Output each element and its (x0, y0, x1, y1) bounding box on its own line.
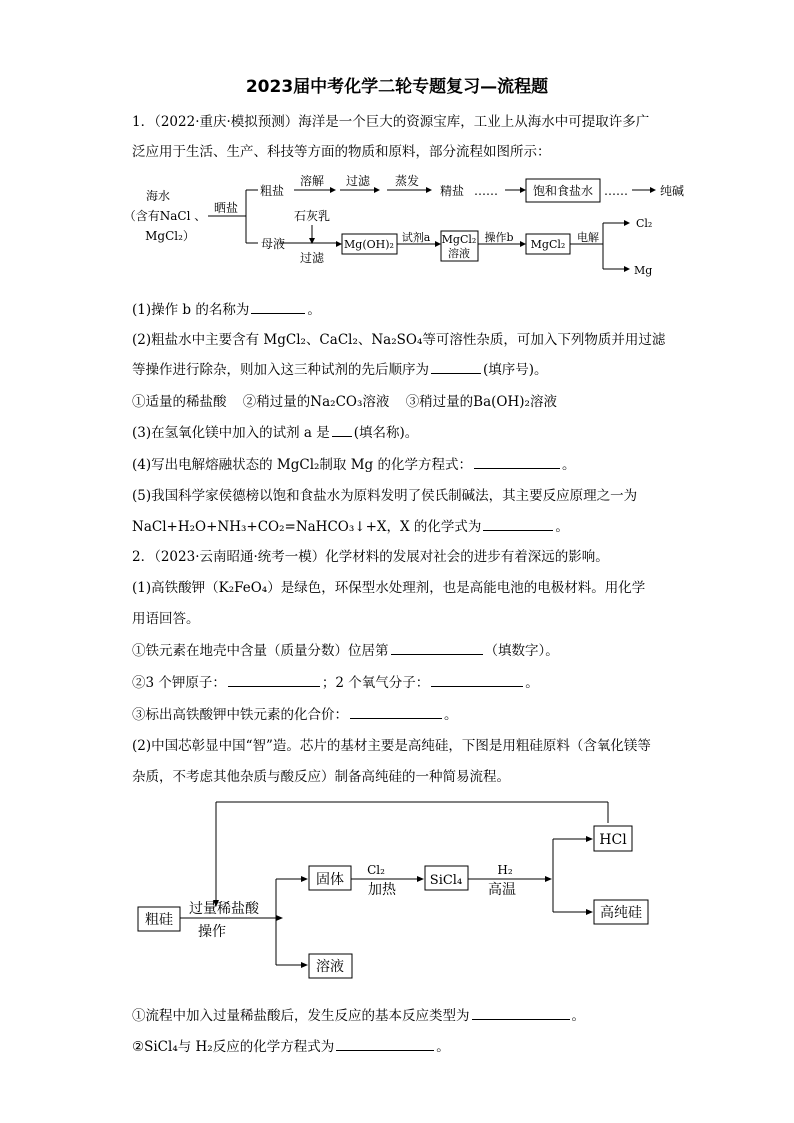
seawater-contain-1: （含有NaCl 、 (123, 209, 207, 223)
mg-label: Mg (634, 264, 653, 277)
answer-blank[interactable] (332, 424, 352, 437)
q2-sub3-text: ③标出高铁酸钾中铁元素的化合价： (132, 707, 348, 723)
cugui-box-label: 粗硅 (145, 912, 173, 928)
answer-blank[interactable] (251, 301, 305, 314)
q1-part1-period: 。 (307, 302, 321, 318)
dianjie-label: 电解 (577, 231, 599, 244)
guolv2-label: 过滤 (299, 251, 325, 265)
zhengfa-label: 蒸发 (394, 174, 420, 188)
gaochungui-box-label: 高纯硅 (600, 905, 642, 921)
q2-flow-diagram (0, 795, 794, 990)
option-3: ③稍过量的Ba(OH)₂溶液 (405, 394, 557, 410)
q1-part4-text: (4)写出电解熔融状态的 MgCl₂制取 Mg 的化学方程式： (132, 457, 472, 473)
q1-intro-line2: 泛应用于生活、生产、科技等方面的物质和原料，部分流程如图所示： (132, 144, 551, 160)
jiare-label: 加热 (368, 882, 396, 898)
answer-blank[interactable] (350, 706, 442, 719)
answer-blank[interactable] (228, 674, 320, 687)
cuyan-label: 粗盐 (260, 184, 285, 198)
hcl-box-label: HCl (599, 832, 627, 848)
answer-blank[interactable] (336, 1038, 434, 1051)
page-title: 2023届中考化学二轮专题复习—流程题 (245, 77, 549, 97)
guoliang-label: 过量稀盐酸 (189, 901, 259, 917)
seawater-contain-2: MgCl₂） (145, 229, 195, 243)
caozuo-label: 操作 (198, 924, 226, 940)
dots2-label: …… (604, 184, 628, 198)
q1-options (132, 390, 557, 410)
option-1: ①适量的稀盐酸 (132, 394, 227, 410)
q1-part3-suffix: (填名称)。 (353, 425, 419, 441)
jingyan-label: 精盐 (440, 184, 465, 198)
q2-part1-line1: (1)高铁酸钾（K₂FeO₄）是绿色，环保型水处理剂，也是高能电池的电极材料。用化学 (132, 580, 646, 596)
q1-part3-text: (3)在氢氧化镁中加入的试剂 a 是 (132, 425, 330, 441)
sicl4-box-label: SiCl₄ (429, 873, 463, 888)
shaiyan-label: 晒盐 (213, 201, 239, 215)
cl2-label: Cl₂ (367, 863, 385, 877)
mgcl2-sol-label-1: MgCl₂ (441, 233, 477, 246)
answer-blank[interactable] (474, 456, 560, 469)
q1-intro-line1: 1．（2022·重庆·模拟预测）海洋是一个巨大的资源宝库，工业上从海水中可提取许多广 (132, 114, 650, 130)
q1-part5-text: NaCl+H₂O+NH₃+CO₂=NaHCO₃↓+X，X 的化学式为 (132, 519, 482, 535)
answer-blank[interactable] (431, 361, 481, 374)
rongjie-label: 溶解 (299, 174, 325, 188)
muye-label: 母液 (261, 237, 286, 251)
q1-part2-line2 (132, 358, 548, 378)
q2-part1-line2: 用语回答。 (132, 611, 200, 627)
q2-sub2-text-a: ②3 个钾原子： (132, 675, 226, 691)
q2-t1-period: 。 (571, 1008, 585, 1024)
shihuiru-label: 石灰乳 (293, 209, 331, 223)
guti-box-label: 固体 (316, 872, 344, 888)
q2-sub2-text-b: 2 个氧气分子： (335, 675, 430, 691)
q1-part4 (132, 453, 576, 473)
answer-blank[interactable] (472, 1007, 570, 1020)
q2-sub3-period: 。 (444, 707, 458, 723)
q2-part2-line1: (2)中国芯彰显中国“智”造。芯片的基材主要是高纯硅，下图是用粗硅原料（含氧化镁等 (132, 738, 651, 754)
q1-part2-suffix: (填序号)。 (483, 362, 548, 378)
q2-intro: 2．（2023·云南昭通·统考一模）化学材料的发展对社会的进步有着深远的影响。 (132, 549, 609, 565)
q1-part2-line1: (2)粗盐水中主要含有 MgCl₂、CaCl₂、Na₂SO₄等可溶性杂质，可加入下列物质并用过滤 (132, 332, 666, 348)
seawater-label: 海水 (145, 189, 171, 203)
q2-sub1-text: ①铁元素在地壳中含量（质量分数）位居第 (132, 643, 389, 659)
baohe-label: 饱和食盐水 (532, 184, 594, 198)
q2-sub2 (132, 671, 539, 691)
q1-part2-text: 等操作进行除杂，则加入这三种试剂的先后顺序为 (132, 362, 429, 378)
q2-sub2-period: 。 (525, 675, 539, 691)
q1-part1-text: (1)操作 b 的名称为 (132, 302, 250, 318)
q2-sub1-suffix: （填数字）。 (484, 643, 559, 659)
mgoh2-box-label: Mg(OH)₂ (344, 238, 394, 251)
q1-part5-line2 (132, 515, 569, 535)
q1-part3 (132, 421, 418, 441)
q2-sub1 (132, 639, 559, 659)
q2-sub3 (132, 703, 458, 723)
q1-part5-period: 。 (555, 519, 569, 535)
q2-t2-period: 。 (436, 1039, 450, 1055)
option-2: ②稍过量的Na₂CO₃溶液 (242, 394, 390, 410)
cl2-label: Cl₂ (636, 217, 653, 230)
q2-t2-text: ②SiCl₄与 H₂反应的化学方程式为 (132, 1039, 335, 1055)
q2-sub-t2 (132, 1035, 450, 1055)
answer-blank[interactable] (391, 642, 483, 655)
answer-blank[interactable] (431, 674, 523, 687)
mgcl2-sol-label-2: 溶液 (448, 247, 470, 260)
mgcl2-box-label: MgCl₂ (530, 238, 566, 251)
q2-t1-text: ①流程中加入过量稀盐酸后，发生反应的基本反应类型为 (132, 1008, 470, 1024)
q2-part2-line2: 杂质，不考虑其他杂质与酸反应）制备高纯硅的一种简易流程。 (132, 769, 510, 785)
gaowen-label: 高温 (488, 882, 516, 898)
q2-sub2-sep: ； (321, 675, 336, 691)
caozuob-label: 操作b (484, 231, 514, 244)
guolv1-label: 过滤 (345, 174, 371, 188)
rongye-box-label: 溶液 (316, 959, 344, 975)
q1-flow-diagram (0, 165, 794, 290)
q2-sub-t1 (132, 1004, 585, 1024)
dots1-label: …… (474, 184, 498, 198)
chunjian-label: 纯碱 (660, 184, 685, 198)
q1-part4-period: 。 (562, 457, 576, 473)
answer-blank[interactable] (483, 518, 553, 531)
h2-label: H₂ (497, 863, 513, 877)
q1-part5-line1: (5)我国科学家侯德榜以饱和食盐水为原料发明了侯氏制碱法，其主要反应原理之一为 (132, 488, 638, 504)
shijia-label: 试剂a (401, 231, 431, 244)
q1-part1 (132, 298, 321, 318)
